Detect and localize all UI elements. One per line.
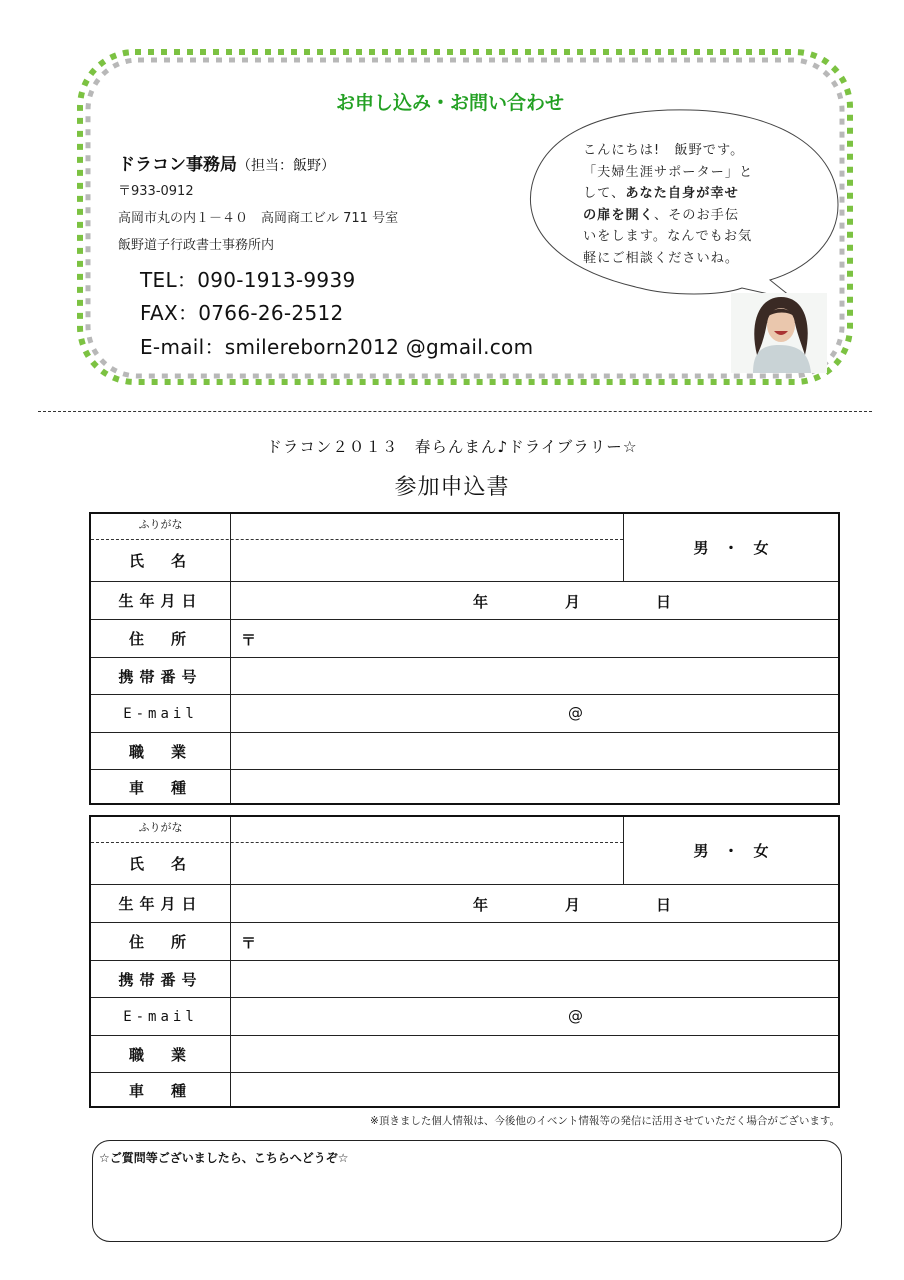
application-form-1: [89, 512, 840, 805]
month-label: 月: [565, 896, 581, 914]
application-form-2: [89, 815, 840, 1108]
bubble-text-part: して、: [583, 186, 626, 202]
email-link[interactable]: E-mail：smilereborn2012 @gmail.com: [140, 335, 534, 359]
job-label: 職 業: [128, 1046, 192, 1064]
name-label: 氏 名: [128, 855, 192, 873]
org-name: [118, 150, 335, 175]
phone-row[interactable]: [91, 657, 838, 695]
gender-selector[interactable]: 男 ・ 女: [623, 817, 838, 884]
tel: TEL：090-1913-9939: [140, 268, 356, 292]
day-label: 日: [656, 593, 672, 611]
question-label: ☆ご質問等ございましたら、こちらへどうぞ☆: [99, 1151, 349, 1165]
year-label: 年: [473, 593, 489, 611]
birthdate-row: [91, 581, 838, 619]
job-label: 職 業: [128, 743, 192, 761]
address-row[interactable]: [91, 619, 838, 657]
furigana-field[interactable]: [232, 514, 622, 539]
question-box[interactable]: [92, 1140, 842, 1242]
bubble-line: 軽にご相談くださいね。: [583, 250, 740, 266]
email-label: E-mail: [123, 705, 198, 722]
job-row[interactable]: [91, 732, 838, 770]
gender-selector[interactable]: 男 ・ 女: [623, 514, 838, 581]
email-row[interactable]: [91, 997, 838, 1035]
furigana-label: ふりがな: [138, 821, 183, 834]
year-label: 年: [473, 896, 489, 914]
bubble-line: [583, 183, 783, 205]
privacy-note: ※頂きました個人情報は、今後他のイベント情報等の発信に活用させていただく場合がございます。: [370, 1115, 840, 1127]
address-row[interactable]: [91, 922, 838, 960]
email-row[interactable]: [91, 694, 838, 732]
furigana-field[interactable]: [232, 817, 622, 842]
job-row[interactable]: [91, 1035, 838, 1073]
name-field[interactable]: [232, 540, 622, 581]
at-mark: @: [568, 1007, 583, 1025]
car-label: 車 種: [128, 779, 192, 797]
bubble-text: [583, 140, 783, 270]
bubble-line: 「夫婦生涯サポーター」と: [583, 164, 754, 180]
phone-label: 携帯番号: [118, 668, 203, 686]
bubble-text-bold: あなた自身が幸せ: [625, 186, 739, 202]
name-field[interactable]: [232, 843, 622, 884]
birthdate-label: 生年月日: [118, 895, 203, 913]
car-row[interactable]: [91, 769, 838, 805]
event-title: ドラコン２０１３ 春らんまん♪ドライブラリー☆: [266, 438, 638, 456]
org-name-text: ドラコン事務局: [118, 155, 237, 175]
car-label: 車 種: [128, 1082, 192, 1100]
postal-code: 〒933-0912: [118, 184, 194, 199]
phone-label: 携帯番号: [118, 971, 203, 989]
day-label: 日: [656, 896, 672, 914]
fax: FAX：0766-26-2512: [140, 301, 344, 325]
address: 高岡市丸の内１－４０ 高岡商工ビル 711 号室: [118, 211, 399, 226]
postal-mark: 〒: [241, 934, 257, 952]
phone-row[interactable]: [91, 960, 838, 998]
bubble-line: [583, 205, 783, 227]
name-label: 氏 名: [128, 552, 192, 570]
address-label: 住 所: [128, 933, 192, 951]
birthdate-label: 生年月日: [118, 592, 203, 610]
bubble-text-bold: の扉を開く: [583, 207, 654, 223]
form-title: 参加申込書: [394, 475, 510, 500]
bubble-line: いをします。なんでもお気: [583, 229, 753, 245]
cut-line-divider: [38, 411, 872, 412]
birthdate-row: [91, 884, 838, 922]
contact-person: （担当：飯野）: [237, 158, 335, 174]
postal-mark: 〒: [241, 631, 257, 649]
office: 飯野道子行政書士事務所内: [118, 238, 275, 253]
email-label: E-mail: [123, 1008, 198, 1025]
car-row[interactable]: [91, 1072, 838, 1108]
at-mark: @: [568, 704, 583, 722]
month-label: 月: [565, 593, 581, 611]
furigana-label: ふりがな: [138, 518, 183, 531]
contact-title: お申し込み・お問い合わせ: [336, 92, 565, 114]
staff-photo: [731, 293, 827, 373]
address-label: 住 所: [128, 630, 192, 648]
bubble-line: こんにちは! 飯野です。: [583, 143, 745, 158]
bubble-text-part: 、そのお手伝: [653, 207, 740, 223]
